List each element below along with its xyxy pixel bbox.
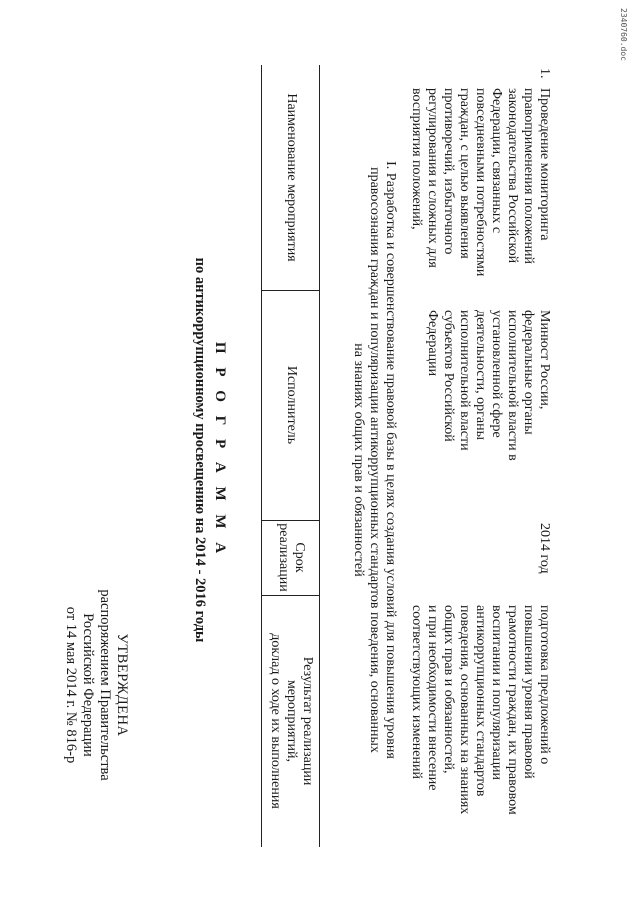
row-number: 1. (537, 68, 552, 79)
program-title: П Р О Г Р А М М А (212, 341, 228, 559)
row-term: 2014 год (537, 523, 552, 574)
document-reference: 2340760.doc (619, 8, 628, 61)
approval-line-3: от 14 мая 2014 г. № 816-р (63, 606, 79, 764)
header-result: Результат реализации мероприятий, доклад о ходе их выполнения (268, 633, 315, 809)
header-name: Наименование мероприятия (284, 93, 299, 262)
approval-line-1: распоряжением Правительства (97, 589, 113, 781)
header-term: Срок реализации (276, 523, 307, 592)
header-executor: Исполнитель (284, 365, 299, 445)
approval-stamp: УТВЕРЖДЕНА (114, 633, 130, 737)
section-heading: I. Разработка и совершенствование правовой базы в целях создания условий для повышения уровня правосознания граждан и популяризации антикоррупционных стандартов поведения, основанных на знаниях общих прав и обязанностей (351, 161, 398, 759)
program-subtitle: по антикоррупционному просвещению на 2014 - 2016 годы (192, 257, 208, 643)
approval-block (62, 535, 130, 835)
table-top-rule (319, 65, 320, 847)
row-executor: Минюст России, федеральные органы исполнительной власти в установленной сфере деятельности, органы исполнительной власти субъектов Российской Федерации (425, 310, 552, 461)
approval-line-2: Российской Федерации (80, 613, 96, 757)
row-name: Проведение мониторинга правоприменения положений законодательства Российской Федерации, связанных с повседневными потребностями граждан, с целью выявления противоречий, избыточного регулирования и сложных для восприятия положений, (409, 88, 552, 277)
table-header-rule (261, 65, 262, 847)
row-result: подготовка предложений о повышении уровня правовой грамотности граждан, их правовом воспитании и популяризации антикоррупционных стандартов поведения, основанных на знаниях общих прав и обязанностей, и при необходимости внесение соответствующих изменений (409, 605, 552, 815)
